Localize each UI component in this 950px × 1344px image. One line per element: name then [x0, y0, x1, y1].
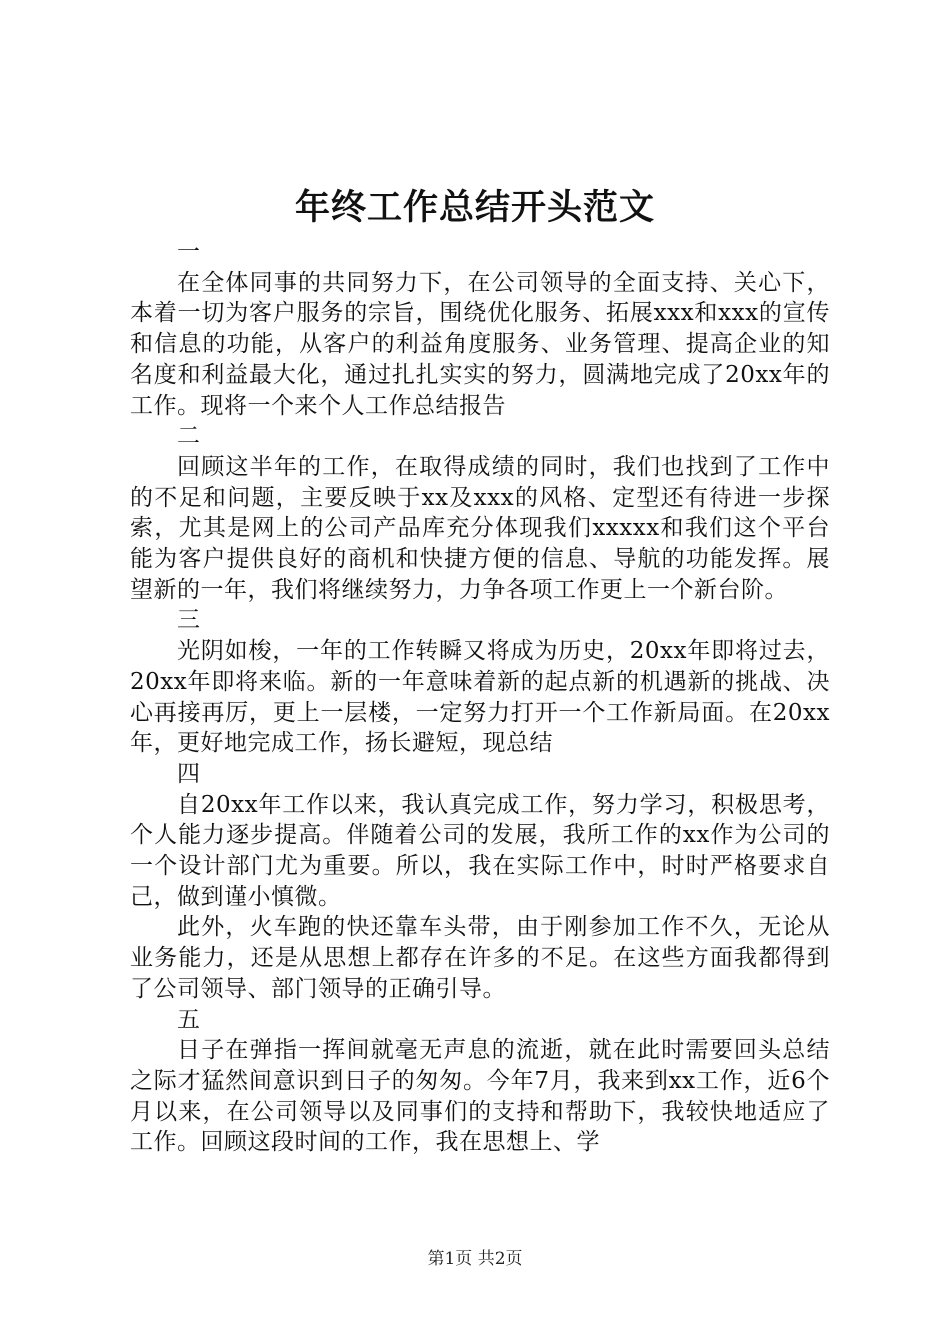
- paragraph: 在全体同事的共同努力下，在公司领导的全面支持、关心下，本着一切为客户服务的宗旨，围绕优化服务、拓展xxx和xxx的宣传和信息的功能，从客户的利益角度服务、业务管理、提高企业的知名度和利益最大化，通过扎扎实实的努力，圆满地完成了20xx年的工作。现将一个来个人工作总结报告: [130, 269, 830, 419]
- section-number: 一: [177, 239, 200, 265]
- section-number: 二: [177, 423, 200, 450]
- paragraph: 此外，火车跑的快还靠车头带，由于刚参加工作不久，无论从业务能力，还是从思想上都存在许多的不足。在这些方面我都得到了公司领导、部门领导的正确引导。: [130, 914, 830, 1002]
- section-number: 三: [177, 607, 200, 634]
- document-body: [130, 237, 830, 1158]
- section-number: 四: [177, 760, 200, 787]
- page-footer: 第1页 共2页: [427, 1249, 523, 1269]
- paragraph: 日子在弹指一挥间就毫无声息的流逝，就在此时需要回头总结之际才猛然间意识到日子的匆匆。今年7月，我来到xx工作，近6个月以来，在公司领导以及同事们的支持和帮助下，我较快地适应了工作。回顾这段时间的工作，我在思想上、学: [130, 1037, 830, 1156]
- paragraph: 光阴如梭，一年的工作转瞬又将成为历史，20xx年即将过去，20xx年即将来临。新的一年意味着新的起点新的机遇新的挑战、决心再接再厉，更上一层楼，一定努力打开一个工作新局面。在20xx年，更好地完成工作，扬长避短，现总结: [130, 638, 830, 757]
- paragraph: 回顾这半年的工作，在取得成绩的同时，我们也找到了工作中的不足和问题，主要反映于xx及xxx的风格、定型还有待进一步探索，尤其是网上的公司产品库充分体现我们xxxxx和我们这个平台能为客户提供良好的商机和快捷方便的信息、导航的功能发挥。展望新的一年，我们将继续努力，力争各项工作更上一个新台阶。: [130, 453, 830, 603]
- document-title: 年终工作总结开头范文: [294, 187, 655, 228]
- section-number: 五: [177, 1006, 200, 1033]
- paragraph: 自20xx年工作以来，我认真完成工作，努力学习，积极思考，个人能力逐步提高。伴随着公司的发展，我所工作的xx作为公司的一个设计部门尤为重要。所以，我在实际工作中，时时严格要求自己，做到谨小慎微。: [130, 791, 830, 910]
